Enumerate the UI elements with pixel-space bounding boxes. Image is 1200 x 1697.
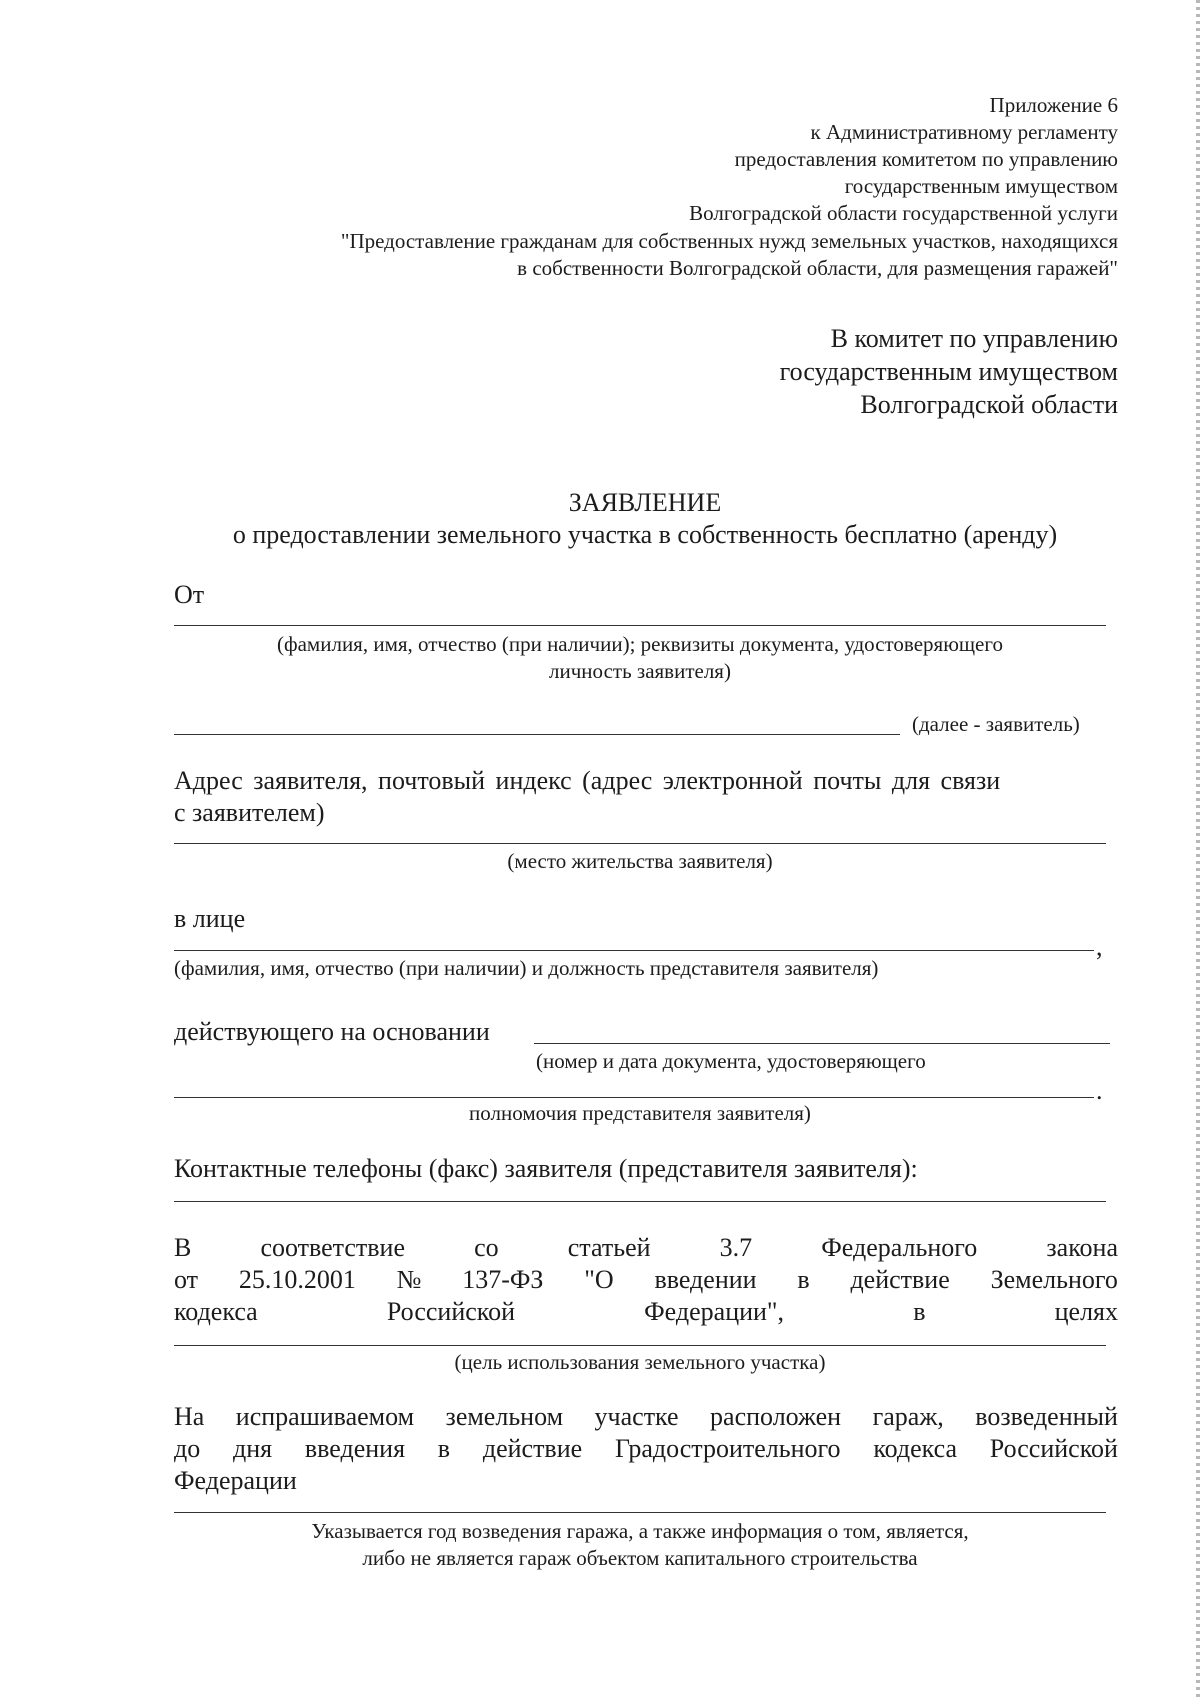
law-word: кодекса	[174, 1297, 258, 1326]
addressee-line-3: Волгоградской области	[860, 390, 1118, 419]
from-caption-line-1: (фамилия, имя, отчество (при наличии); реквизиты документа, удостоверяющего	[277, 632, 1003, 656]
garage-word: кодекса	[873, 1434, 958, 1463]
garage-word: действие	[482, 1434, 583, 1463]
garage-word: расположен	[710, 1402, 842, 1431]
representative-label: в лице	[174, 904, 246, 933]
law-word: действие	[850, 1265, 950, 1294]
purpose-caption: (цель использования земельного участка)	[454, 1350, 826, 1374]
phones-input-line[interactable]	[174, 1201, 1106, 1202]
scan-edge	[1196, 0, 1200, 1697]
basis-input-line[interactable]	[534, 1043, 1110, 1044]
representative-input-line[interactable]	[174, 950, 1094, 951]
garage-word: гараж,	[872, 1402, 944, 1431]
appendix-line-6: "Предоставление гражданам для собственных нужд земельных участков, находящихся	[340, 229, 1118, 253]
law-word: целях	[1054, 1297, 1118, 1326]
from-label: От	[174, 580, 205, 609]
basis-caption-line-2: полномочия представителя заявителя)	[469, 1101, 811, 1125]
garage-word: На	[174, 1402, 205, 1431]
law-word: Федерации",	[644, 1297, 785, 1326]
garage-word: Градостроительного	[614, 1434, 841, 1463]
garage-word: до	[174, 1434, 201, 1463]
representative-caption: (фамилия, имя, отчество (при наличии) и должность представителя заявителя)	[174, 956, 879, 980]
garage-row-2	[174, 1432, 1118, 1465]
from-caption-line-2: личность заявителя)	[549, 659, 731, 683]
appendix-line-4: государственным имуществом	[844, 174, 1118, 198]
address-text: Адрес заявителя, почтовый индекс (адрес электронной почты для связи	[174, 766, 1001, 795]
law-word: Российской	[386, 1297, 515, 1326]
law-word: со	[474, 1233, 499, 1262]
appendix-line-3: предоставления комитетом по управлению	[734, 147, 1118, 171]
appendix-line-1: Приложение 6	[989, 93, 1118, 117]
law-word: Федерального	[821, 1233, 978, 1262]
garage-word: дня	[233, 1434, 273, 1463]
law-row-2	[174, 1263, 1118, 1296]
garage-row-3: Федерации	[174, 1466, 297, 1495]
law-word: 25.10.2001	[238, 1265, 356, 1294]
address-caption: (место жительства заявителя)	[507, 849, 773, 873]
document-subtitle: о предоставлении земельного участка в собственность бесплатно (аренду)	[232, 520, 1058, 549]
garage-word: Российской	[989, 1434, 1118, 1463]
phones-label: Контактные телефоны (факс) заявителя (представителя заявителя):	[174, 1154, 918, 1183]
garage-word: введения	[304, 1434, 406, 1463]
garage-word: испрашиваемом	[235, 1402, 415, 1431]
address-line-1	[174, 764, 1118, 797]
addressee-line-2: государственным имуществом	[779, 357, 1118, 386]
garage-caption-line-2: либо не является гараж объектом капитального строительства	[362, 1546, 918, 1570]
law-word: "О	[584, 1265, 614, 1294]
law-word: №	[396, 1265, 422, 1294]
basis-label: действующего на основании	[174, 1017, 490, 1046]
basis-caption-line-1: (номер и дата документа, удостоверяющего	[536, 1049, 926, 1073]
garage-caption-line-1: Указывается год возведения гаража, а также информация о том, является,	[311, 1519, 969, 1543]
basis-period: .	[1096, 1076, 1103, 1105]
appendix-line-5: Волгоградской области государственной услуги	[689, 201, 1118, 225]
applicant-suffix: (далее - заявитель)	[912, 712, 1080, 736]
document-title: ЗАЯВЛЕНИЕ	[568, 488, 722, 517]
law-word: Земельного	[990, 1265, 1118, 1294]
garage-word: возведенный	[975, 1402, 1118, 1431]
law-word: закона	[1046, 1233, 1118, 1262]
garage-word: участке	[594, 1402, 679, 1431]
law-word: 137-ФЗ	[462, 1265, 544, 1294]
garage-word: земельном	[445, 1402, 564, 1431]
law-word: 3.7	[719, 1233, 753, 1262]
address-line-2: с заявителем)	[174, 798, 325, 827]
garage-word: в	[437, 1434, 451, 1463]
representative-comma: ,	[1096, 932, 1103, 961]
law-row-3	[174, 1295, 1118, 1328]
appendix-line-7: в собственности Волгоградской области, для размещения гаражей"	[517, 256, 1118, 280]
appendix-line-2: к Административному регламенту	[810, 120, 1118, 144]
applicant-name-line[interactable]	[174, 625, 1106, 626]
law-word: от	[174, 1265, 199, 1294]
basis-input-line-2[interactable]	[174, 1097, 1094, 1098]
purpose-input-line[interactable]	[174, 1345, 1106, 1346]
addressee-line-1: В комитет по управлению	[830, 324, 1118, 353]
garage-input-line[interactable]	[174, 1512, 1106, 1513]
law-word: в	[797, 1265, 810, 1294]
law-word: в	[913, 1297, 926, 1326]
law-row-1	[174, 1231, 1118, 1264]
law-word: соответствие	[260, 1233, 405, 1262]
law-word: статьей	[567, 1233, 651, 1262]
address-input-line[interactable]	[174, 843, 1106, 844]
law-word: введении	[654, 1265, 757, 1294]
garage-row-1	[174, 1400, 1118, 1433]
applicant-details-line[interactable]	[174, 734, 900, 735]
law-word: В	[174, 1233, 192, 1262]
